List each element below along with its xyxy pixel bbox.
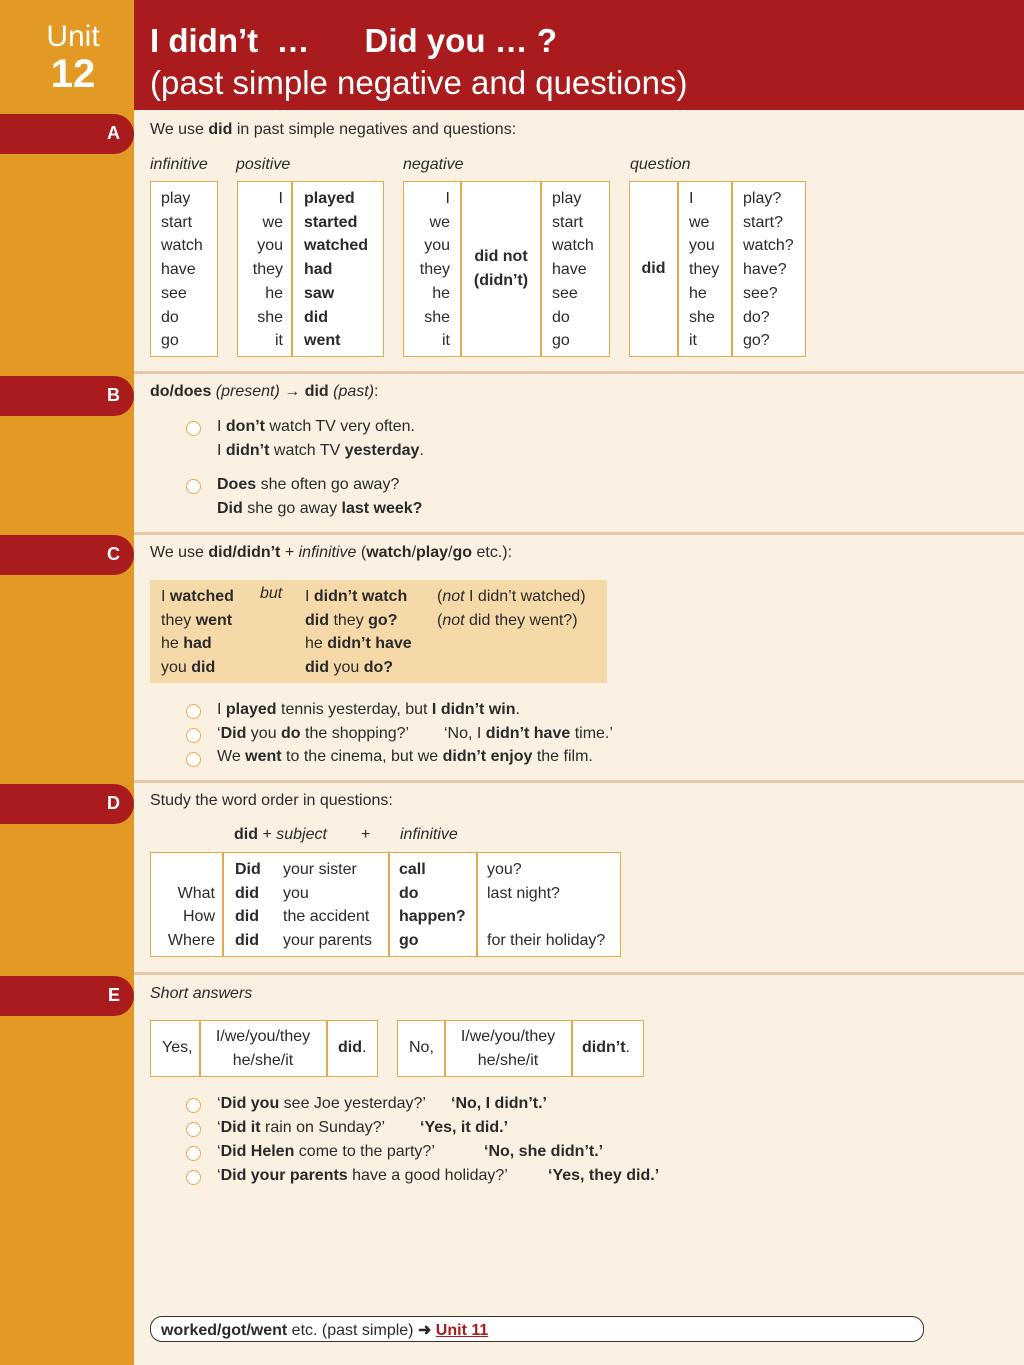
rest-of-question-list: you? last night? for their holiday? — [487, 861, 606, 950]
text-fragment: didn’t enjoy — [442, 748, 533, 765]
text-fragment: I — [217, 442, 226, 459]
audio-bullet-icon[interactable] — [186, 479, 201, 494]
formula-infinitive: infinitive — [400, 826, 458, 843]
text-fragment: did/didn’t — [208, 544, 281, 561]
section-b-heading — [150, 383, 379, 401]
text-fragment: had — [183, 635, 212, 653]
did-list: Did did did did — [235, 861, 261, 950]
text-fragment: ‘No, I — [444, 725, 486, 742]
column-divider — [326, 1021, 328, 1076]
not-notes — [437, 585, 586, 632]
text-fragment: . — [419, 442, 424, 459]
section-d-intro: Study the word order in questions: — [150, 792, 393, 809]
text-fragment: tennis yesterday, but — [276, 701, 432, 718]
heading-keyword: do/does — [150, 383, 212, 400]
example-sentence — [217, 725, 409, 743]
text-fragment: worked/got/went — [161, 1322, 288, 1339]
text-fragment: I — [305, 588, 314, 605]
section-a-intro — [150, 121, 516, 139]
text-fragment: you — [246, 725, 282, 742]
text-fragment: Did — [217, 500, 243, 517]
text-fragment: watch TV very often. — [264, 418, 415, 435]
yes-label: Yes, — [162, 1039, 193, 1056]
text-fragment: Does — [217, 476, 257, 493]
text-fragment: I — [217, 418, 226, 435]
heading-keyword: did — [304, 383, 329, 400]
example-sentence — [217, 476, 399, 494]
text-fragment: Did it — [220, 1119, 261, 1136]
text-fragment: ‘ — [217, 1095, 221, 1112]
text-fragment: they — [329, 611, 369, 629]
text-fragment: did — [234, 826, 258, 843]
example-answer — [444, 725, 613, 743]
text-fragment: you — [161, 659, 192, 677]
text-fragment: infinitive — [298, 544, 357, 561]
pronoun-list: I we you they he she it — [689, 190, 720, 350]
pronoun-list: I we you they he she it — [252, 190, 283, 350]
section-c-intro — [150, 544, 512, 562]
word-order-formula — [234, 826, 327, 844]
section-letter: A — [107, 123, 120, 143]
text-fragment: see Joe yesterday?’ — [279, 1095, 426, 1112]
text-fragment: . — [625, 1039, 630, 1056]
text-fragment: not — [442, 611, 465, 629]
text-fragment: . — [515, 701, 520, 718]
example-sentence — [217, 442, 424, 460]
text-fragment: watched — [169, 588, 234, 605]
text-fragment: come to the party?’ — [294, 1143, 435, 1160]
text-fragment: rain on Sunday?’ — [260, 1119, 386, 1136]
text-fragment: play — [416, 544, 449, 561]
pronoun-group: I/we/you/they he/she/it — [215, 1028, 311, 1069]
but-label: but — [260, 585, 283, 602]
no-label: No, — [409, 1039, 434, 1056]
didnt-answer — [582, 1039, 630, 1057]
column-divider — [677, 182, 679, 356]
text-fragment: / — [411, 544, 417, 561]
text-fragment: did — [191, 659, 216, 677]
text-fragment: did — [305, 611, 329, 629]
text-fragment: I — [161, 588, 170, 605]
unit-11-link[interactable]: Unit 11 — [435, 1322, 489, 1339]
text-fragment: didn’t have — [327, 635, 412, 653]
column-divider — [388, 853, 390, 956]
label-question: question — [630, 156, 691, 173]
text-fragment: yesterday — [344, 442, 420, 459]
example-sentence — [217, 748, 593, 766]
audio-bullet-icon[interactable] — [186, 1098, 201, 1113]
text-fragment: didn’t — [582, 1039, 626, 1056]
text-fragment: the shopping?’ — [300, 725, 410, 742]
section-letter: D — [107, 793, 120, 813]
text-fragment: We — [217, 748, 246, 765]
example-question — [217, 1119, 385, 1137]
text-fragment: / — [448, 544, 453, 561]
text-fragment: they — [161, 611, 196, 629]
subject-list: your sister you the accident your parents — [283, 861, 372, 950]
label-infinitive: infinitive — [150, 156, 208, 173]
text-fragment: do — [281, 725, 301, 742]
text-fragment: did — [305, 659, 329, 677]
text-fragment: go? — [368, 611, 398, 629]
page-title: I didn’t … Did you … ? — [150, 22, 557, 59]
intro-keyword: did — [208, 121, 233, 138]
pronoun-list: I we you they he she it — [419, 190, 450, 350]
short-answer-yes-table — [150, 1020, 378, 1077]
example-answer: ‘No, I didn’t.’ — [451, 1095, 547, 1112]
text-fragment: did they went?) — [464, 611, 578, 629]
text-fragment: do? — [363, 659, 394, 677]
negative-table — [403, 181, 610, 357]
positive-column — [161, 585, 234, 680]
audio-bullet-icon[interactable] — [186, 1170, 201, 1185]
text-fragment: the film. — [532, 748, 593, 765]
text-fragment: ( — [437, 588, 443, 605]
did-answer — [338, 1039, 366, 1057]
text-fragment: watch TV — [269, 442, 345, 459]
example-answer: ‘No, she didn’t.’ — [484, 1143, 604, 1160]
cross-reference-text — [161, 1320, 488, 1340]
audio-bullet-icon[interactable] — [186, 752, 201, 767]
text-fragment: We use — [150, 544, 209, 561]
column-divider — [731, 182, 733, 356]
text-fragment: ‘ — [217, 1167, 221, 1184]
audio-bullet-icon[interactable] — [186, 728, 201, 743]
section-divider — [134, 371, 1024, 374]
short-answer-no-table — [397, 1020, 644, 1077]
text-fragment: didn’t — [225, 442, 270, 459]
section-tab-a — [0, 114, 134, 154]
section-e-intro: Short answers — [150, 985, 253, 1002]
section-letter: B — [107, 385, 120, 405]
section-letter: E — [107, 985, 120, 1005]
word-order-table — [150, 852, 621, 957]
cross-reference-bar — [150, 1316, 924, 1342]
text-fragment: I didn’t watched) — [464, 588, 586, 605]
text-fragment: Did you — [220, 1095, 280, 1112]
unit-label: Unit — [46, 20, 100, 53]
text-fragment: played — [225, 701, 277, 718]
text-fragment: ‘ — [217, 725, 221, 742]
text-fragment: etc. (past simple) — [287, 1322, 418, 1339]
text-fragment: + — [258, 826, 277, 843]
text-fragment: subject — [276, 826, 327, 843]
arrow-icon: → — [279, 383, 305, 400]
example-sentence — [217, 701, 520, 719]
audio-bullet-icon[interactable] — [186, 421, 201, 436]
example-answer: ‘Yes, they did.’ — [548, 1167, 660, 1184]
negative-verb-list: play start watch have see do go — [552, 190, 594, 350]
column-divider — [476, 853, 478, 956]
text-fragment: Did Helen — [220, 1143, 295, 1160]
example-question — [217, 1167, 508, 1185]
text-fragment: . — [362, 1039, 367, 1056]
page-subtitle: (past simple negative and questions) — [150, 64, 688, 101]
positive-table — [237, 181, 384, 357]
positive-verb-list: played started watched had saw did went — [304, 190, 369, 350]
text-fragment: time.’ — [570, 725, 613, 742]
unit-number: 12 — [50, 52, 96, 96]
text-fragment: last week? — [341, 500, 423, 517]
audio-bullet-icon[interactable] — [186, 1146, 201, 1161]
text-fragment: he — [305, 635, 328, 653]
comparison-box — [150, 580, 607, 683]
formula-plus: + — [361, 826, 371, 843]
question-auxiliary: did — [641, 260, 666, 277]
text-fragment: I — [217, 701, 226, 718]
question-verb-list: play? start? watch? have? see? do? go? — [743, 190, 794, 350]
example-question — [217, 1143, 435, 1161]
text-fragment: watch — [366, 544, 412, 561]
example-answer: ‘Yes, it did.’ — [420, 1119, 509, 1136]
text-fragment: didn’t have — [485, 725, 571, 742]
unit-badge — [0, 0, 134, 110]
heading-note: (past) — [328, 383, 375, 400]
section-tab-b — [0, 376, 134, 416]
section-letter: C — [107, 544, 120, 564]
text-fragment: went — [195, 611, 233, 629]
example-question — [217, 1095, 426, 1113]
negative-auxiliary: did not (didn’t) — [473, 248, 529, 289]
text-fragment: did — [338, 1039, 362, 1056]
text-fragment: have a good holiday?’ — [347, 1167, 508, 1184]
column-divider — [291, 182, 293, 356]
audio-bullet-icon[interactable] — [186, 704, 201, 719]
audio-bullet-icon[interactable] — [186, 1122, 201, 1137]
text-fragment: I didn’t win — [431, 701, 516, 718]
section-tab-d — [0, 784, 134, 824]
section-tab-e — [0, 976, 134, 1016]
text-fragment: to the cinema, but we — [281, 748, 443, 765]
text-fragment: ( — [356, 544, 367, 561]
example-sentence — [217, 500, 422, 518]
sidebar — [0, 0, 134, 1365]
text-fragment: went — [245, 748, 282, 765]
text-fragment: ‘ — [217, 1119, 221, 1136]
text-fragment: she often go away? — [256, 476, 400, 493]
infinitive-verb-list: call do happen? go — [399, 861, 466, 950]
text-fragment: ‘ — [217, 1143, 221, 1160]
infinitive-table — [150, 181, 218, 357]
column-divider — [571, 1021, 573, 1076]
text-fragment: Did — [220, 725, 247, 742]
negative-question-column — [305, 585, 412, 680]
label-negative: negative — [403, 156, 464, 173]
text-fragment: Did your parents — [220, 1167, 348, 1184]
text-fragment: he — [161, 635, 184, 653]
section-divider — [134, 532, 1024, 535]
text-fragment: don’t — [225, 418, 265, 435]
intro-text: We use — [150, 121, 209, 138]
section-divider — [134, 972, 1024, 975]
infinitive-list: play start watch have see do go — [161, 190, 203, 350]
question-table — [629, 181, 806, 357]
text-fragment: go — [452, 544, 473, 561]
label-positive: positive — [236, 156, 291, 173]
section-tab-c — [0, 535, 134, 575]
heading-note: (present) — [211, 383, 280, 400]
example-sentence — [217, 418, 415, 436]
text-fragment: etc.): — [472, 544, 513, 561]
text-fragment: didn’t watch — [313, 588, 408, 605]
pronoun-group: I/we/you/they he/she/it — [460, 1028, 556, 1069]
intro-text: in past simple negatives and questions: — [232, 121, 517, 138]
text-fragment: not — [442, 588, 465, 605]
heading-text: : — [374, 383, 379, 400]
text-fragment: you — [329, 659, 364, 677]
section-divider — [134, 780, 1024, 783]
arrow-icon: ➜ — [417, 1322, 432, 1339]
column-divider — [222, 853, 224, 956]
question-word-list: What How Where — [167, 884, 215, 950]
text-fragment: she go away — [242, 500, 342, 517]
text-fragment: ( — [437, 611, 443, 629]
text-fragment: + — [280, 544, 299, 561]
